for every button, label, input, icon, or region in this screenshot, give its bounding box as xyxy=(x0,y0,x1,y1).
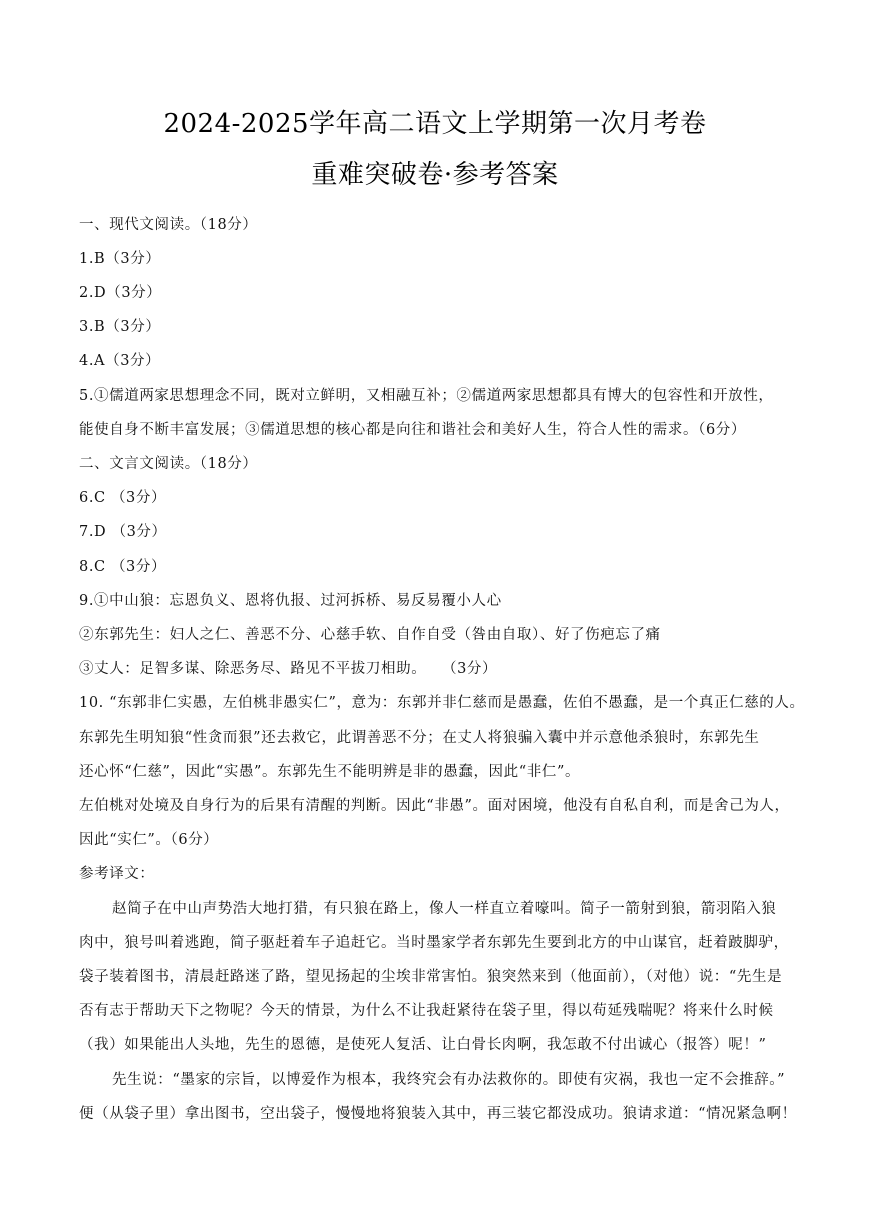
translation-line: 否有志于帮助天下之物呢？今天的情景，为什么不让我赶紧待在袋子里，得以苟延残喘呢？将来什么时候 xyxy=(79,1003,774,1019)
answer-line: 4.A（3分） xyxy=(79,353,161,369)
answer-line: 7.D （3分） xyxy=(79,524,167,540)
answer-line: 5.①儒道两家思想理念不同，既对立鲜明，又相融互补；②儒道两家思想都具有博大的包容性和开放性， xyxy=(79,388,774,404)
document-subtitle: 重难突破卷·参考答案 xyxy=(311,160,559,190)
answer-line: 6.C （3分） xyxy=(79,490,167,506)
answer-line: ②东郭先生：妇人之仁、善恶不分、心慈手软、自作自受（咎由自取）、好了伤疤忘了痛 xyxy=(79,627,661,643)
section-heading: 二、文言文阅读。（18分） xyxy=(79,456,258,472)
answer-line: 能使自身不断丰富发展；③儒道思想的核心都是向往和谐社会和美好人生，符合人性的需求。（6分） xyxy=(79,422,746,438)
document-title: 2024-2025学年高二语文上学期第一次月考卷 xyxy=(163,109,707,139)
answer-line: 东郭先生明知狼“性贪而狠”还去救它，此谓善恶不分；在丈人将狼骗入囊中并示意他杀狼时，东郭先生 xyxy=(79,730,760,746)
translation-line: 肉中，狼号叫着逃跑，简子驱赶着车子追赶它。当时墨家学者东郭先生要到北方的中山谋官，赶着跛脚驴， xyxy=(79,935,789,951)
answer-line: 10. “东郭非仁实愚，左伯桃非愚实仁”，意为：东郭并非仁慈而是愚蠢，佐伯不愚蠢，是一个真正仁慈的人。 xyxy=(79,695,805,711)
translation-line: （我）如果能出人头地，先生的恩德，是使死人复活、让白骨长肉啊，我怎敢不付出诚心（报答）呢！” xyxy=(79,1037,767,1053)
translation-line: 袋子装着图书，清晨赶路迷了路，望见扬起的尘埃非常害怕。狼突然来到（他面前），（对他）说：“先生是 xyxy=(79,969,783,985)
answer-line: 2.D（3分） xyxy=(79,285,162,301)
answer-line: ③丈人：足智多谋、除恶务尽、路见不平拔刀相助。 （3分） xyxy=(79,661,498,677)
section-heading: 一、现代文阅读。（18分） xyxy=(79,217,258,233)
answer-line: 8.C （3分） xyxy=(79,559,167,575)
answer-line: 还心怀“仁慈”，因此“实愚”。东郭先生不能明辨是非的愚蠢，因此“非仁”。 xyxy=(79,764,581,780)
answer-line: 3.B（3分） xyxy=(79,319,161,335)
answer-line: 左伯桃对处境及自身行为的后果有清醒的判断。因此“非愚”。面对困境，他没有自私自利，而是舍己为人， xyxy=(79,798,790,814)
answer-line: 因此“实仁”。（6分） xyxy=(79,832,219,848)
translation-line: 赵简子在中山声势浩大地打猎，有只狼在路上，像人一样直立着嚎叫。简子一箭射到狼，箭羽陷入狼 xyxy=(112,901,777,917)
translation-line: 先生说：“墨家的宗旨，以博爱作为根本，我终究会有办法救你的。即使有灾祸，我也一定不会推辞。” xyxy=(112,1072,786,1088)
answer-line: 1.B（3分） xyxy=(79,251,161,267)
section-heading: 参考译文： xyxy=(79,866,155,882)
translation-line: 便（从袋子里）拿出图书，空出袋子，慢慢地将狼装入其中，再三装它都没成功。狼请求道：“情况紧急啊！ xyxy=(79,1106,797,1122)
answer-line: 9.①中山狼：忘恩负义、恩将仇报、过河拆桥、易反易覆小人心 xyxy=(79,593,502,609)
